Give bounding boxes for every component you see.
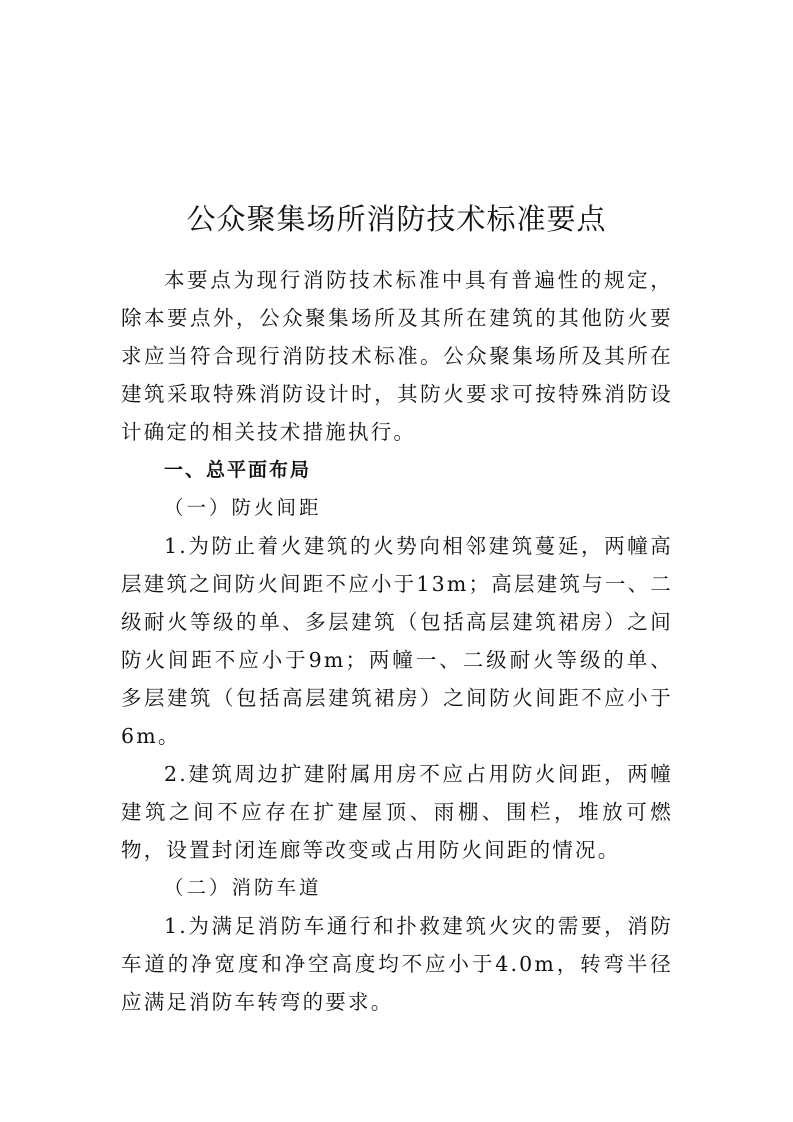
list-item: 1.为满足消防车通行和扑救建筑火灾的需要，消防车道的净宽度和净空高度均不应小于4.0m，转弯半径应满足消防车转弯的要求。 <box>121 914 673 1014</box>
list-item: 2.建筑周边扩建附属用房不应占用防火间距，两幢建筑之间不应存在扩建屋顶、雨棚、围栏，堆放可燃物，设置封闭连廊等改变或占用防火间距的情况。 <box>121 762 673 862</box>
section-heading: 一、总平面布局 <box>164 459 312 481</box>
list-item: 1.为防止着火建筑的火势向相邻建筑蔓延，两幢高层建筑之间防火间距不应小于13m；高层建筑与一、二级耐火等级的单、多层建筑（包括高层建筑裙房）之间防火间距不应小于9m；两幢一、二级耐火等级的单、多层建筑（包括高层建筑裙房）之间防火间距不应小于6m。 <box>121 534 673 748</box>
intro-paragraph: 本要点为现行消防技术标准中具有普遍性的规定，除本要点外，公众聚集场所及其所在建筑的其他防火要求应当符合现行消防技术标准。公众聚集场所及其所在建筑采取特殊消防设计时，其防火要求可按特殊消防设计确定的相关技术措施执行。 <box>121 268 673 444</box>
subsection-heading: （一）防火间距 <box>164 496 322 519</box>
subsection-heading: （二）消防车道 <box>164 876 322 899</box>
document-body <box>121 261 673 1021</box>
document-title: 公众聚集场所消防技术标准要点 <box>186 202 607 237</box>
